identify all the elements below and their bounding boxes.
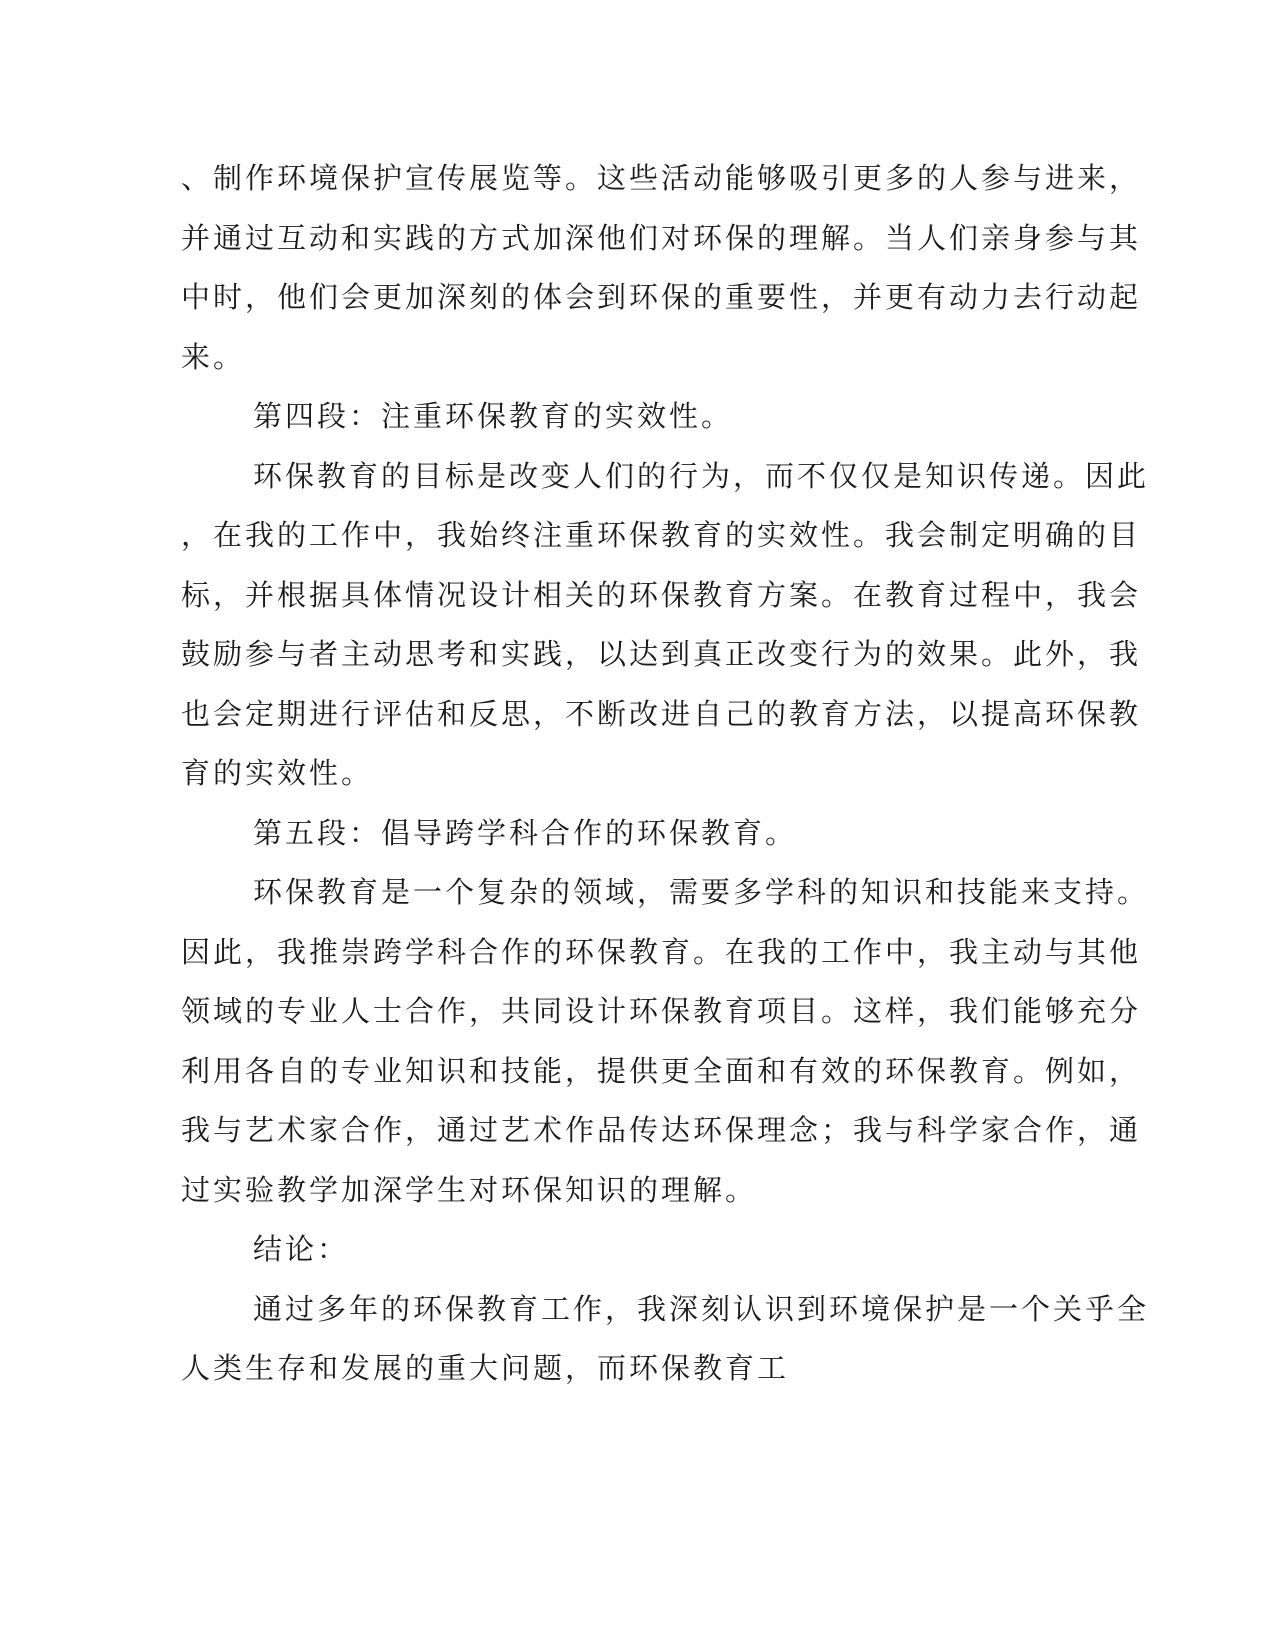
section-heading: 结论： bbox=[253, 1232, 350, 1266]
text-line: 标，并根据具体情况设计相关的环保教育方案。在教育过程中，我会 bbox=[181, 578, 1142, 612]
text-line: 来。 bbox=[181, 340, 246, 374]
text-line: 并通过互动和实践的方式加深他们对环保的理解。当人们亲身参与其 bbox=[181, 221, 1142, 255]
text-line: 领域的专业人士合作，共同设计环保教育项目。这样，我们能够充分 bbox=[181, 994, 1142, 1028]
text-line: 、制作环境保护宣传展览等。这些活动能够吸引更多的人参与进来， bbox=[181, 161, 1142, 195]
text-line: ，在我的工作中，我始终注重环保教育的实效性。我会制定明确的目 bbox=[181, 518, 1142, 552]
text-line: 通过多年的环保教育工作，我深刻认识到环境保护是一个关乎全 bbox=[253, 1292, 1150, 1326]
text-line: 人类生存和发展的重大问题，而环保教育工 bbox=[181, 1351, 790, 1385]
text-line: 我与艺术家合作，通过艺术作品传达环保理念；我与科学家合作，通 bbox=[181, 1113, 1142, 1147]
text-line: 育的实效性。 bbox=[181, 756, 374, 790]
section-heading: 第四段：注重环保教育的实效性。 bbox=[253, 399, 734, 433]
text-line: 也会定期进行评估和反思，不断改进自己的教育方法，以提高环保教 bbox=[181, 697, 1142, 731]
text-line: 过实验教学加深学生对环保知识的理解。 bbox=[181, 1173, 758, 1207]
text-line: 鼓励参与者主动思考和实践，以达到真正改变行为的效果。此外，我 bbox=[181, 637, 1142, 671]
text-line: 因此，我推崇跨学科合作的环保教育。在我的工作中，我主动与其他 bbox=[181, 935, 1142, 969]
text-line: 利用各自的专业知识和技能，提供更全面和有效的环保教育。例如， bbox=[181, 1054, 1142, 1088]
text-line: 环保教育的目标是改变人们的行为，而不仅仅是知识传递。因此 bbox=[253, 459, 1150, 493]
text-line: 环保教育是一个复杂的领域，需要多学科的知识和技能来支持。 bbox=[253, 875, 1150, 909]
section-heading: 第五段：倡导跨学科合作的环保教育。 bbox=[253, 816, 798, 850]
text-line: 中时，他们会更加深刻的体会到环保的重要性，并更有动力去行动起 bbox=[181, 280, 1142, 314]
